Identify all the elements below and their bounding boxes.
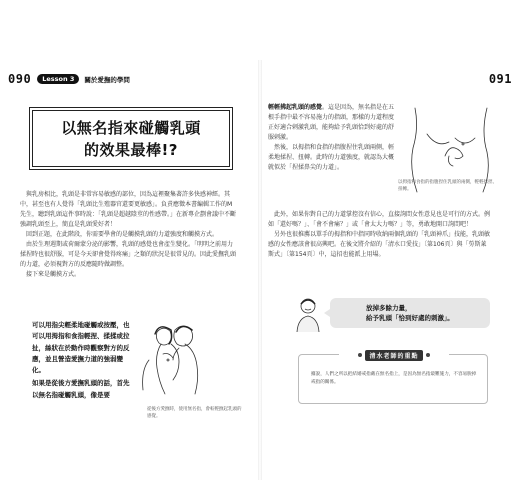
right-page-header bbox=[489, 72, 512, 86]
left-page-header bbox=[8, 72, 130, 86]
speech-bubble bbox=[330, 298, 490, 328]
paragraph: 與乳房相比，乳頭是非常容易敏感的部位，因為這裡聚集著許多快感神經。其中，甚至也有人覺得「乳頭比生殖器官還要更敏感」。負責應徵本書編輯工作的M先生，聽到乳頭這件事時說：「乳頭是超越陰莖的性感帶。」在新專企劃會議中不斷強調乳頭至上，簡直是乳頭愛好者！ bbox=[20, 191, 237, 228]
couple-illustration bbox=[135, 320, 247, 396]
section-title-line-2: 的效果最棒!? bbox=[83, 140, 179, 159]
bullet-icon bbox=[358, 353, 362, 357]
speech-line-1: 放掉多餘力量， bbox=[366, 304, 412, 312]
author-avatar-icon bbox=[294, 296, 322, 332]
left-body-text bbox=[20, 190, 238, 280]
author-tip bbox=[294, 296, 490, 332]
left-bold-points bbox=[32, 320, 132, 401]
paragraph: 回到正題，在此階段，你需要學會的是觸摸乳頭的力道強度和觸摸方式。 bbox=[26, 231, 219, 238]
lead-continuation: 。這是因為，無名指是在五根手指中最不容易施力的指頭，那樣的力道程度正好適合刺激乳頭，能夠給予乳頭恰到好處的舒服刺激。 bbox=[268, 104, 395, 141]
section-title-line-1: 以無名指來碰觸乳頭 bbox=[61, 118, 201, 137]
speech-line-2: 給予乳頭「恰到好處的刺激」。 bbox=[366, 314, 454, 322]
lesson-title: 關於愛撫的學問 bbox=[84, 75, 130, 84]
right-top-text bbox=[268, 103, 396, 173]
bullet-icon bbox=[426, 353, 430, 357]
teacher-tip-box bbox=[298, 354, 488, 404]
tip-box-title: 清水老師的重點 bbox=[365, 350, 422, 361]
paragraph: 另外也很推薦以單手的拇指和中指同時收納兩個乳頭的「乳頭神爪」技能，乳頭敏感的女性應該會很高興吧。在後文將介紹的「清水口愛技」〔第106頁〕與「勞斯萊斯式」〔第154頁〕中，這招也能派上用場。 bbox=[268, 231, 491, 258]
right-page-number: 091 bbox=[488, 72, 512, 86]
section-title-box bbox=[32, 110, 230, 167]
paragraph: 此外，如果你對自己的力道掌控沒有信心，直接詢問女性意見也是可行的方式。例如「還好嗎？」、「會不會痛？」或「會太大力嗎？」等，勇敢地開口詢問吧！ bbox=[268, 211, 491, 228]
tip-box-text: 據說，人們之所以把結婚戒指戴在無名指上，是因為無名指最難施力，不容易脫掉戒指的關係。 bbox=[311, 372, 477, 385]
paragraph: 然後，以拇指和食指的指腹捏住乳頭兩側，輕柔地揉捏、扭轉。此時的力道強度，就認為大概就似於「捏揉鼻尖的力道」。 bbox=[268, 144, 395, 171]
lesson-badge: Lesson 3 bbox=[37, 74, 79, 84]
right-body-text bbox=[268, 210, 492, 260]
bold-paragraph: 可以用指尖輕柔地碰觸或按壓，也可以用拇指和食指輕捏、揉揉或拉扯，絲狀在於動作時觀察對方的反應，並且營造愛撫力道的強弱變化。 bbox=[32, 321, 130, 375]
tip-box-header bbox=[339, 349, 449, 361]
paragraph: 接下來是觸摸方式。 bbox=[26, 271, 81, 278]
right-illustration-caption: 以拇指和食指的指腹捏住乳頭的兩側，輕輕揉捏、扭轉。 bbox=[398, 180, 497, 192]
bold-paragraph: 如果是從後方愛撫乳頭的話，首先以無名指碰觸乳頭，像是要 bbox=[32, 379, 130, 399]
left-illustration-caption: 從後方愛撫時，使用無名指，會較輕撫起乳頭的感覺。 bbox=[147, 407, 242, 419]
paragraph: 由於生理週期或荷爾蒙分泌的影響，乳頭的感覺也會產生變化。「明明之前用力揉捏時也很舒服，可是今天卻會覺得疼痛」之類的狀況是很常見的。因此愛撫乳頭的力道，必須視對方的反應隨時做調整。 bbox=[20, 241, 237, 268]
bold-lead: 輕輕拂起乳頭的感覺 bbox=[268, 104, 323, 111]
left-page-number: 090 bbox=[8, 72, 32, 86]
